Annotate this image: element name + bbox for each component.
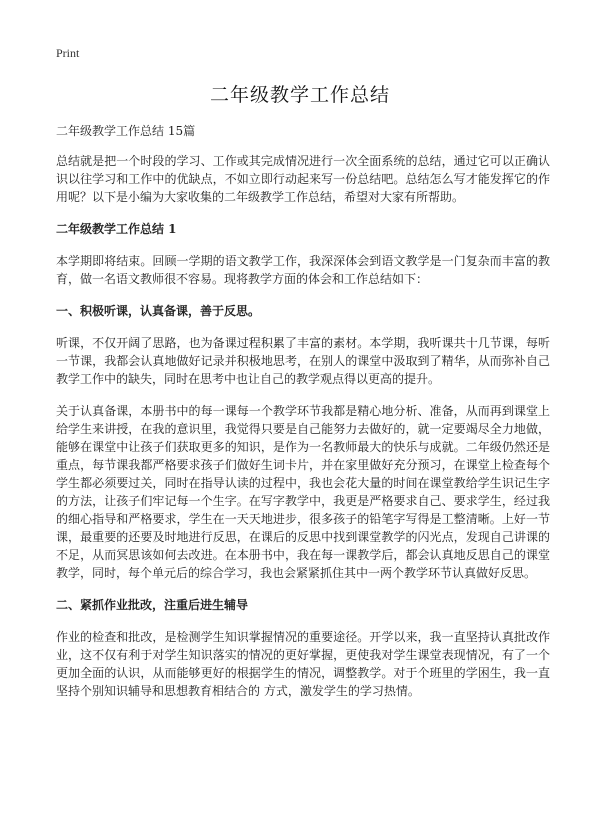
point1-paragraph-2: 关于认真备课，本册书中的每一课每一个教学环节我都是精心地分析、准备，从而再到课堂上给学生来讲授，在我的意识里，我觉得只要是自己能努力去做好的，就一定要竭尽全力地做，能够在课堂中让孩子们获取更多的知识，是作为一名教师最大的快乐与成就。二年级仍然还是重点，每节课我都严格要求孩子们做好生词卡片，并在家里做好充分预习，在课堂上检查每个学生都必须要过关，同时在指导认读的过程中，我也会花大量的时间在课堂教给学生识记生字的方法，让孩子们牢记每一个生字。在写字教学中，我更是严格要求自己、要求学生，经过我的细心指导和严格要求，学生在一天天地进步，很多孩子的铅笔字写得是工整清晰。上好一节课，最重要的还要及时地进行反思，在课后的反思中找到课堂教学的闪光点，发现自己讲课的不足，从而冥思该如何去改进。在本册书中，我在每一课教学后，都会认真地反思自己的课堂教学，同时，每个单元后的综合学习，我也会紧紧抓住其中一两个教学环节认真做好反思。 <box>56 404 550 580</box>
section-intro-paragraph: 本学期即将结束。回顾一学期的语文教学工作，我深深体会到语文教学是一门复杂而丰富的教育，做一名语文教师很不容易。现将教学方面的体会和工作总结如下： <box>56 254 550 286</box>
section-title: 二年级教学工作总结 1 <box>56 222 177 236</box>
page-title: 二年级教学工作总结 <box>209 84 390 106</box>
intro-paragraph: 总结就是把一个时段的学习、工作或其完成情况进行一次全面系统的总结，通过它可以正确认识以往学习和工作中的优缺点，不如立即行动起来写一份总结吧。总结怎么写才能发挥它的作用呢？以下是小编为大家收集的二年级教学工作总结，希望对大家有所帮助。 <box>56 154 550 204</box>
point-heading-1: 一、积极听课，认真备课，善于反思。 <box>56 304 261 318</box>
print-link[interactable]: Print <box>56 46 80 60</box>
point-heading-2: 二、紧抓作业批改，注重后进生辅导 <box>56 598 249 612</box>
document-body <box>56 122 550 714</box>
document-subtitle: 二年级教学工作总结 15篇 <box>56 124 196 138</box>
point1-paragraph-1: 听课，不仅开阔了思路，也为备课过程积累了丰富的素材。本学期，我听课共十几节课，每听一节课，我都会认真地做好记录并积极地思考，在别人的课堂中汲取到了精华，从而弥补自己教学工作中的缺失，同时在思考中也让自己的教学观点得以更高的提升。 <box>56 336 550 386</box>
point2-paragraph-1: 作业的检查和批改，是检测学生知识掌握情况的重要途径。开学以来，我一直坚持认真批改作业，这不仅有利于对学生知识落实的情况的更好掌握，更使我对学生课堂表现情况，有了一个更加全面的认识，从而能够更好的根据学生的情况，调整教学。对于个班里的学困生，我一直坚持个别知识辅导和思想教育相结合的 方式，激发学生的学习热情。 <box>56 630 550 698</box>
